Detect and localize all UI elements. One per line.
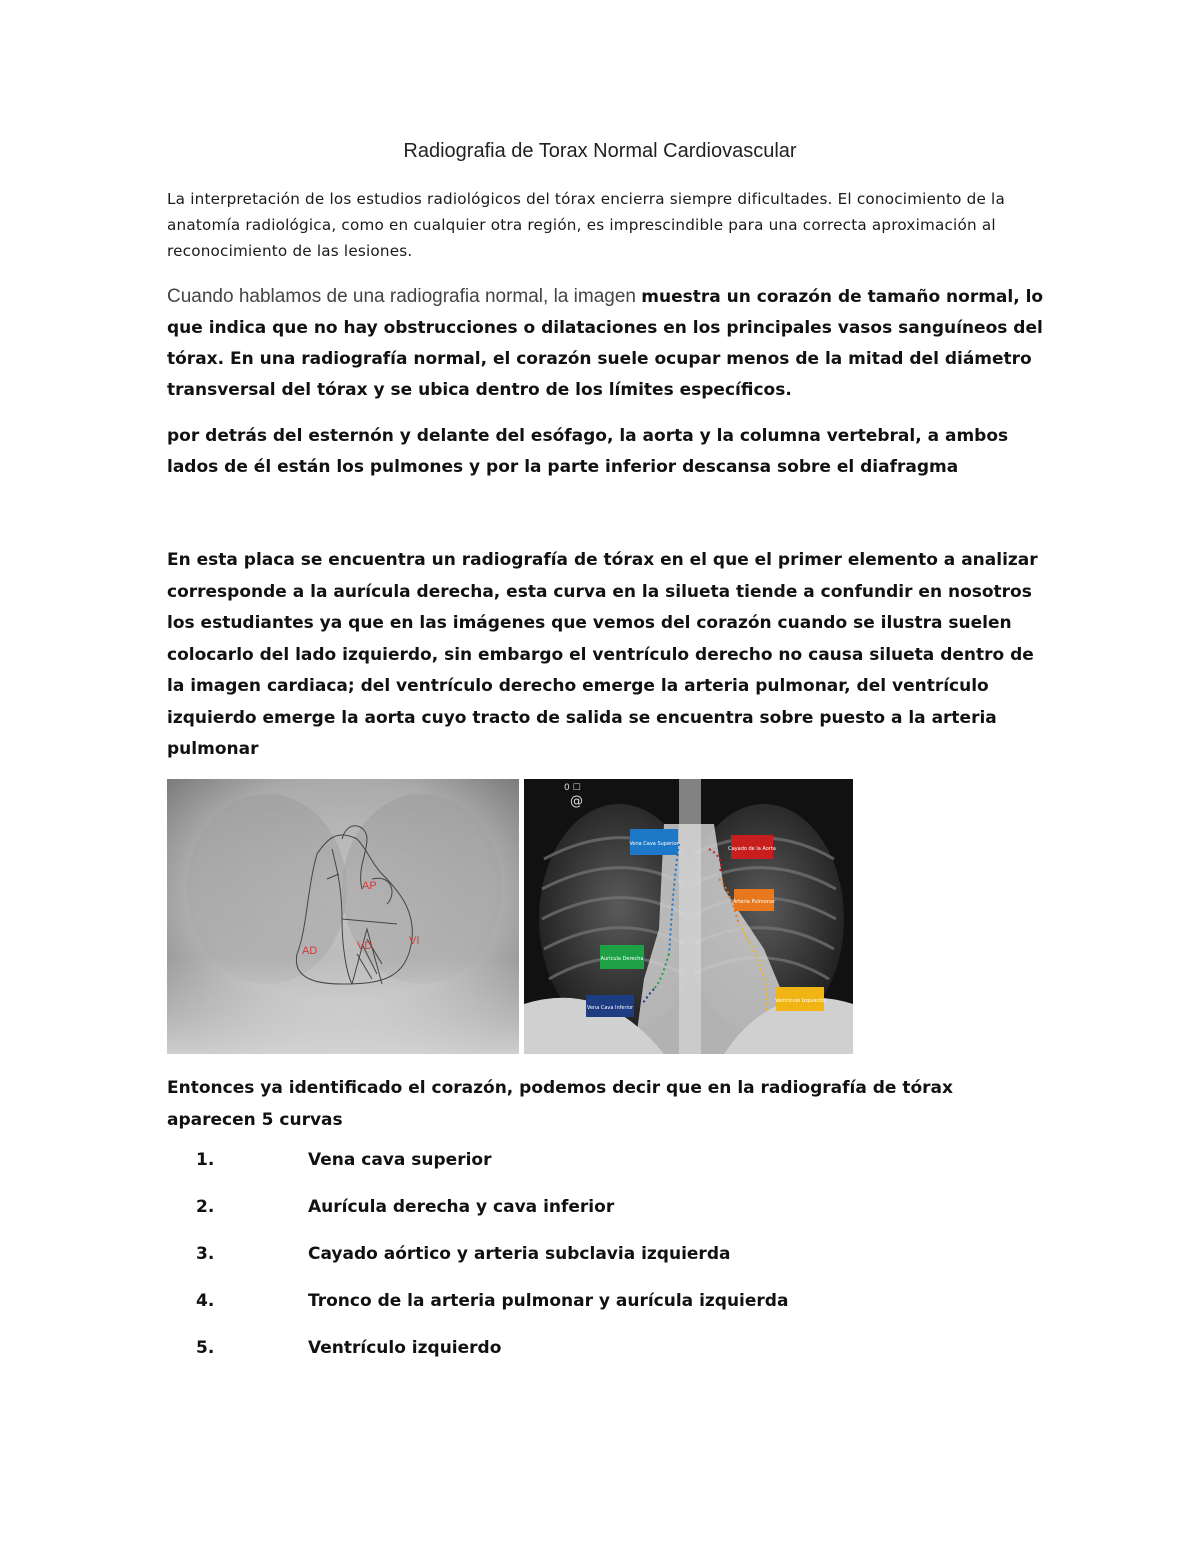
xray-curves-image (524, 779, 853, 1054)
list-item-number: 5. (196, 1338, 215, 1358)
label-ventriculo-izquierdo: Ventrículo Izquierdo (775, 998, 825, 1004)
heart-position-paragraph: por detrás del esternón y delante del esófago, la aorta y la columna vertebral, a ambos lados de él están los pulmones y por la parte inferior descansa sobre el diafragma (167, 426, 1009, 477)
intro-paragraph: La interpretación de los estudios radiológicos del tórax encierra siempre dificultades. El conocimiento de la anatomía radiológica, como en cualquier otra región, es imprescindible para una correcta aproximación al reconocimiento de las lesiones. (167, 190, 1005, 260)
label-vd: VD (357, 940, 373, 952)
label-auricula-derecha: Aurícula Derecha (600, 956, 644, 962)
corner-mark-top: 0 ☐ (564, 783, 581, 793)
corner-mark-circle: @ (570, 794, 583, 809)
list-item-label: Ventrículo izquierdo (308, 1338, 502, 1358)
list-item-number: 1. (196, 1150, 215, 1170)
list-item-label: Vena cava superior (308, 1150, 492, 1170)
label-vi: VI (409, 935, 420, 947)
list-item-number: 2. (196, 1197, 215, 1217)
page-title: Radiografia de Torax Normal Cardiovascular (403, 140, 797, 162)
list-item-number: 3. (196, 1244, 215, 1264)
list-item-label: Tronco de la arteria pulmonar y aurícula izquierda (308, 1291, 789, 1311)
radiograph-analysis-paragraph: En esta placa se encuentra un radiografía de tórax en el que el primer elemento a analizar corresponde a la aurícula derecha, esta curva en la silueta tiende a confundir en nosotros los estudiantes ya que en las imágenes que vemos del corazón cuando se ilustra suelen colocarlo del lado izquierdo, sin embargo el ventrículo derecho no causa silueta dentro de la imagen cardiaca; del ventrículo derecho emerge la arteria pulmonar, del ventrículo izquierdo emerge la aorta cuyo tracto de salida se encuentra sobre puesto a la arteria pulmonar (167, 550, 1038, 759)
list-item-label: Aurícula derecha y cava inferior (308, 1197, 615, 1217)
label-arteria-pulmonar: Arteria Pulmonar (732, 899, 776, 905)
normal-heart-paragraph (167, 281, 1047, 406)
normal-heart-lead-text: Cuando hablamos de una radiografia normal, la imagen (167, 286, 642, 307)
curves-intro-paragraph: Entonces ya identificado el corazón, podemos decir que en la radiografía de tórax aparecen 5 curvas (167, 1078, 953, 1130)
list-item-number: 4. (196, 1291, 215, 1311)
label-cayado-aorta: Cayado de la Aorta (728, 846, 776, 852)
label-ad: AD (302, 945, 318, 957)
xray-heart-sketch-image (167, 779, 519, 1054)
normal-heart-bold-text: muestra un corazón de tamaño normal, lo que indica que no hay obstrucciones o dilataciones en los principales vasos sanguíneos del tórax. En una radiografía normal, el corazón suele ocupar menos de la mitad del diámetro transversal del tórax y se ubica dentro de los límites específicos. (167, 287, 1044, 400)
list-item-label: Cayado aórtico y arteria subclavia izquierda (308, 1244, 731, 1264)
label-vena-cava-superior: Vena Cava Superior (629, 841, 679, 847)
label-vena-cava-inferior: Vena Cava Inferior (586, 1005, 634, 1011)
label-ap: AP (362, 880, 377, 892)
